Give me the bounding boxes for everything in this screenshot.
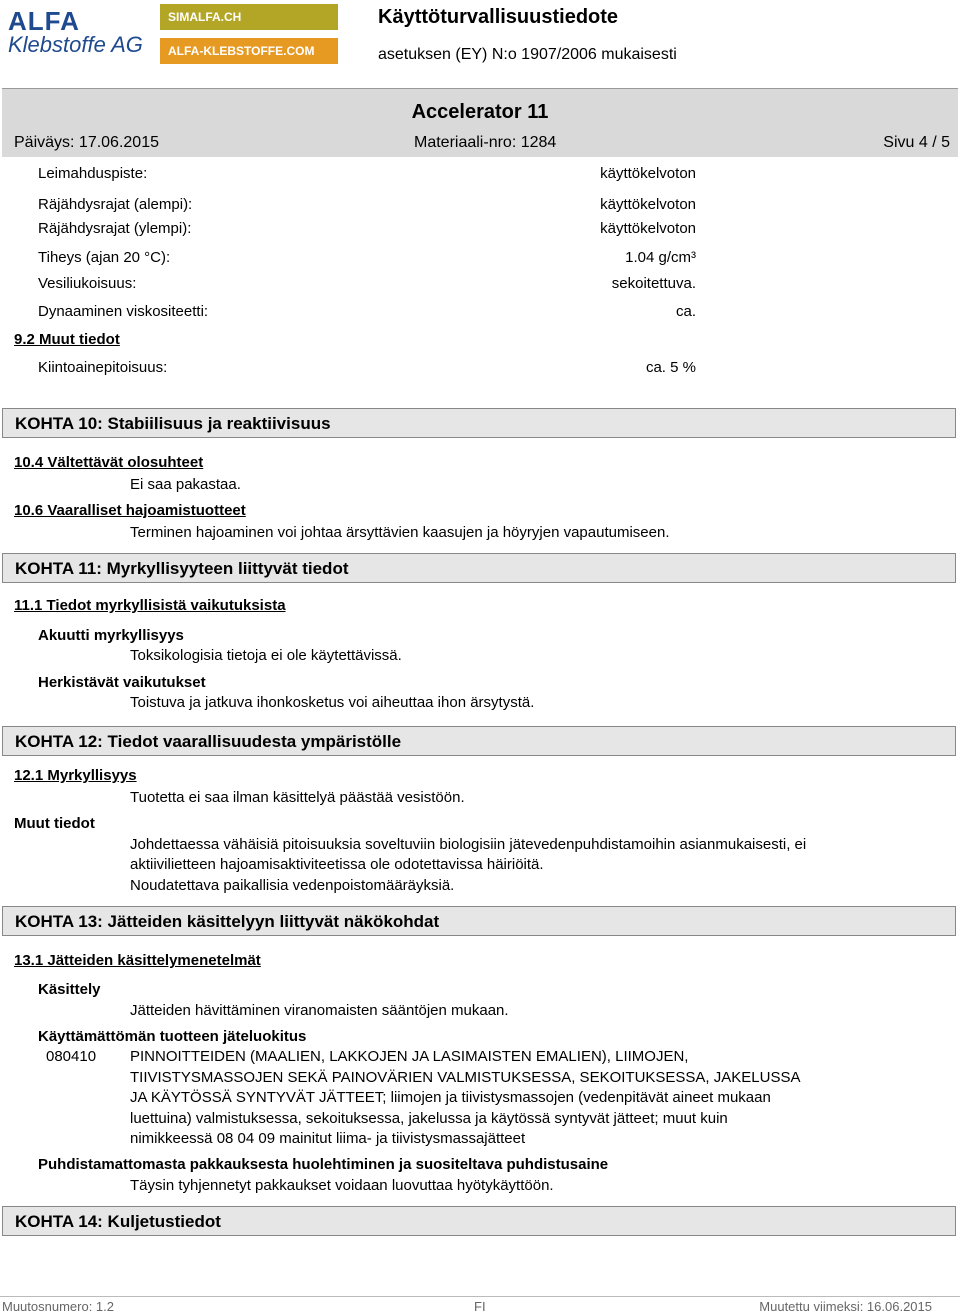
bold-label: Käyttämättömän tuotteen jäteluokitus [38, 1028, 307, 1045]
section-13-header [2, 906, 956, 936]
subsection-heading: 9.2 Muut tiedot [14, 331, 120, 348]
waste-code-description: luettuina) valmistuksessa, sekoituksessa, jakelussa ja käytössä syntyvät jätteet; muut kuin [130, 1110, 728, 1127]
section-11-header [2, 553, 956, 583]
waste-code-description: TIIVISTYSMASSOJEN SEKÄ PAINOVÄRIEN VALMISTUKSESSA, SEKOITUKSESSA, JAKELUSSA [130, 1069, 801, 1086]
material-number: Materiaali-nro: 1284 [414, 134, 557, 151]
issue-date: Päiväys: 17.06.2015 [14, 134, 159, 151]
property-value: käyttökelvoton [600, 165, 696, 182]
body-text: Johdettaessa vähäisiä pitoisuuksia soveltuviin biologisiin jätevedenpuhdistamoihin asianmukaisesti, ei [130, 836, 807, 853]
section-title: KOHTA 11: Myrkyllisyyteen liittyvät tiedot [15, 559, 349, 578]
body-text: Toksikologisia tietoja ei ole käytettävissä. [130, 647, 402, 664]
property-label: Räjähdysrajat (ylempi): [38, 220, 192, 237]
body-text: aktiivilietteen hajoamisaktiviteetissa ole odotettavissa häiriöitä. [130, 856, 544, 873]
banner-simalfa[interactable]: SIMALFA.CH [160, 4, 338, 30]
property-value: käyttökelvoton [600, 196, 696, 213]
waste-code-description: nimikkeessä 08 04 09 mainitut liima- ja tiivistysmassajätteet [130, 1130, 526, 1147]
section-title: KOHTA 12: Tiedot vaarallisuudesta ympäristölle [15, 732, 402, 751]
property-value: ca. [675, 303, 696, 320]
property-label: Vesiliukoisuus: [38, 275, 137, 292]
waste-code: 080410 [46, 1048, 97, 1065]
page-number: Sivu 4 / 5 [883, 134, 950, 151]
subsection-heading: 12.1 Myrkyllisyys [14, 767, 137, 784]
body-text: Terminen hajoaminen voi johtaa ärsyttävien kaasujen ja höyryjen vapautumiseen. [130, 524, 670, 541]
company-logo [4, 2, 150, 66]
body-text: Tuotetta ei saa ilman käsittelyä päästää vesistöön. [130, 789, 465, 806]
waste-code-description: JA KÄYTÖSSÄ SYNTYVÄT JÄTTEET; liimojen ja tiivistysmassojen (vedenpitävät aineet mukaan [130, 1089, 771, 1106]
property-value: ca. 5 % [645, 359, 696, 376]
body-text: Toistuva ja jatkuva ihonkosketus voi aiheuttaa ihon ärsytystä. [130, 694, 535, 711]
waste-code-description: PINNOITTEIDEN (MAALIEN, LAKKOJEN JA LASIMAISTEN EMALIEN), LIIMOJEN, [130, 1048, 689, 1065]
subsection-heading: 11.1 Tiedot myrkyllisistä vaikutuksista [14, 597, 286, 614]
bold-label: Puhdistamattomasta pakkauksesta huolehtiminen ja suositeltava puhdistusaine [38, 1156, 609, 1173]
body-text: Täysin tyhjennetyt pakkaukset voidaan luovuttaa hyötykäyttöön. [130, 1177, 554, 1194]
section-title: KOHTA 10: Stabiilisuus ja reaktiivisuus [15, 414, 331, 433]
footer-divider [0, 1296, 960, 1297]
section-title: KOHTA 14: Kuljetustiedot [15, 1212, 221, 1231]
property-value: 1.04 g/cm³ [625, 249, 696, 266]
property-label: Dynaaminen viskositeetti: [38, 303, 209, 320]
property-label: Leimahduspiste: [38, 165, 148, 182]
body-text: Noudatettava paikallisia vedenpoistomääräyksiä. [130, 877, 455, 894]
bold-label: Muut tiedot [14, 815, 95, 832]
last-modified: Muutettu viimeksi: 16.06.2015 [759, 1299, 932, 1314]
revision-number: Muutosnumero: 1.2 [2, 1299, 115, 1314]
section-14-header [2, 1206, 956, 1236]
subsection-heading: 13.1 Jätteiden käsittelymenetelmät [14, 952, 261, 969]
section-10-header [2, 408, 956, 438]
section-title: KOHTA 13: Jätteiden käsittelyyn liittyvät näkökohdat [15, 912, 440, 931]
property-label: Kiintoainepitoisuus: [38, 359, 168, 376]
property-label: Räjähdysrajat (alempi): [38, 196, 193, 213]
bold-label: Käsittely [38, 981, 101, 998]
property-label: Tiheys (ajan 20 °C): [38, 249, 171, 266]
language-code: FI [474, 1299, 486, 1314]
document-title: Käyttöturvallisuustiedote [378, 6, 619, 28]
banner-alfa-klebstoffe[interactable]: ALFA-KLEBSTOFFE.COM [160, 38, 338, 64]
section-12-header [2, 726, 956, 756]
body-text: Jätteiden hävittäminen viranomaisten sääntöjen mukaan. [130, 1002, 509, 1019]
subsection-heading: 10.4 Vältettävät olosuhteet [14, 454, 204, 471]
bold-label: Herkistävät vaikutukset [38, 674, 206, 691]
body-text: Ei saa pakastaa. [130, 476, 241, 493]
property-value: sekoitettuva. [611, 275, 696, 292]
logo-text-alfa: ALFA [8, 6, 80, 36]
logo-text-klebstoffe: Klebstoffe AG [8, 32, 143, 57]
bold-label: Akuutti myrkyllisyys [38, 627, 184, 644]
property-value: käyttökelvoton [600, 220, 696, 237]
document-subtitle: asetuksen (EY) N:o 1907/2006 mukaisesti [378, 46, 677, 63]
product-name: Accelerator 11 [411, 101, 549, 123]
subsection-heading: 10.6 Vaaralliset hajoamistuotteet [14, 502, 246, 519]
